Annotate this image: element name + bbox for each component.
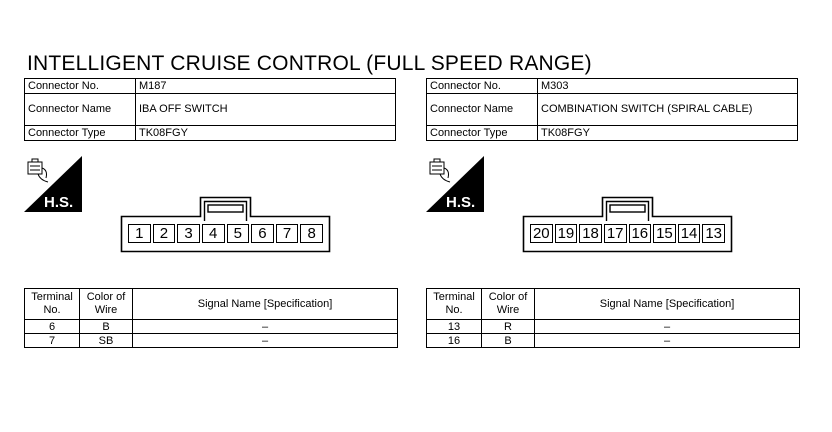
pin-16: 16	[629, 224, 652, 243]
table-row	[427, 334, 800, 348]
pin-17: 17	[604, 224, 627, 243]
terminal-cell: 6	[25, 320, 80, 334]
connector-face-diagram	[120, 196, 331, 253]
connector-no-value: M303	[538, 79, 798, 94]
pin-row	[530, 224, 725, 246]
connector-info-table	[24, 78, 396, 141]
terminal-no-header: Terminal No.	[427, 289, 482, 320]
connector-no-value: M187	[136, 79, 396, 94]
connector-name-value: COMBINATION SWITCH (SPIRAL CABLE)	[538, 94, 798, 126]
table-row	[25, 334, 398, 348]
pin-5: 5	[227, 224, 250, 243]
connector-name-label: Connector Name	[427, 94, 538, 126]
pin-14: 14	[678, 224, 701, 243]
pin-13: 13	[702, 224, 725, 243]
connector-type-label: Connector Type	[25, 126, 136, 141]
table-row	[427, 320, 800, 334]
color-of-wire-header: Color of Wire	[482, 289, 535, 320]
signal-cell: –	[133, 320, 398, 334]
signal-table	[24, 288, 398, 348]
harness-side-icon	[24, 156, 82, 212]
pin-15: 15	[653, 224, 676, 243]
pin-6: 6	[251, 224, 274, 243]
terminal-cell: 13	[427, 320, 482, 334]
connector-name-value: IBA OFF SWITCH	[136, 94, 396, 126]
signal-cell: –	[535, 334, 800, 348]
connector-no-label: Connector No.	[25, 79, 136, 94]
page-title: INTELLIGENT CRUISE CONTROL (FULL SPEED RANGE)	[27, 52, 592, 75]
wire-color-cell: R	[482, 320, 535, 334]
signal-name-header: Signal Name [Specification]	[133, 289, 398, 320]
wire-color-cell: B	[482, 334, 535, 348]
pin-1: 1	[128, 224, 151, 243]
harness-side-icon	[426, 156, 484, 212]
pin-row	[128, 224, 323, 246]
pin-3: 3	[177, 224, 200, 243]
connector-type-value: TK08FGY	[538, 126, 798, 141]
terminal-no-header: Terminal No.	[25, 289, 80, 320]
signal-cell: –	[133, 334, 398, 348]
color-of-wire-header: Color of Wire	[80, 289, 133, 320]
pin-2: 2	[153, 224, 176, 243]
signal-table	[426, 288, 800, 348]
signal-cell: –	[535, 320, 800, 334]
pin-19: 19	[555, 224, 578, 243]
connector-type-value: TK08FGY	[136, 126, 396, 141]
hs-label: H.S.	[446, 194, 476, 211]
pin-8: 8	[300, 224, 323, 243]
connector-panel-m187	[24, 78, 398, 368]
connector-info-table	[426, 78, 798, 141]
connector-no-label: Connector No.	[427, 79, 538, 94]
terminal-cell: 16	[427, 334, 482, 348]
connector-type-label: Connector Type	[427, 126, 538, 141]
table-row	[25, 320, 398, 334]
terminal-cell: 7	[25, 334, 80, 348]
pin-18: 18	[579, 224, 602, 243]
pin-7: 7	[276, 224, 299, 243]
pin-20: 20	[530, 224, 553, 243]
signal-name-header: Signal Name [Specification]	[535, 289, 800, 320]
wire-color-cell: SB	[80, 334, 133, 348]
connector-name-label: Connector Name	[25, 94, 136, 126]
wire-color-cell: B	[80, 320, 133, 334]
pin-4: 4	[202, 224, 225, 243]
hs-label: H.S.	[44, 194, 74, 211]
connector-panel-m303	[426, 78, 800, 368]
connector-face-diagram	[522, 196, 733, 253]
